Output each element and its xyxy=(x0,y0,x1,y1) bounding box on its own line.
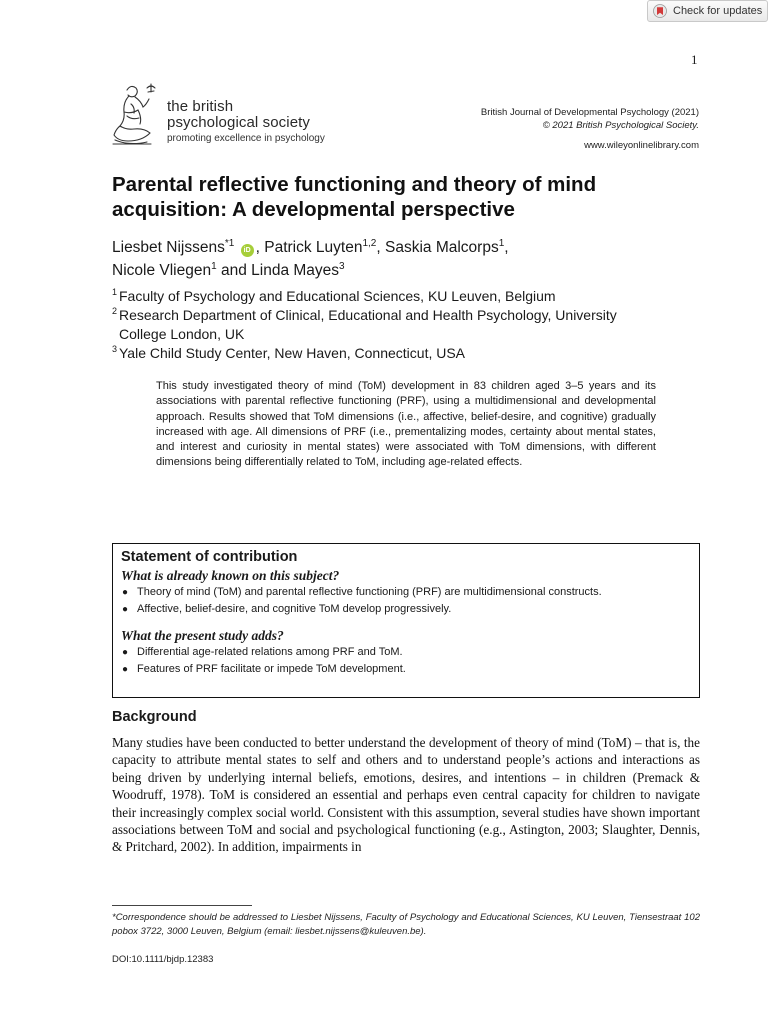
doi[interactable]: DOI:10.1111/bjdp.12383 xyxy=(112,954,214,965)
page-number: 1 xyxy=(691,52,698,67)
author-name: Saskia Malcorps xyxy=(385,239,499,256)
footnote-divider xyxy=(112,905,252,906)
logo-name-line1: the british xyxy=(167,98,234,115)
journal-info xyxy=(481,106,699,152)
bullet-icon: ● xyxy=(122,664,129,675)
check-for-updates-button[interactable] xyxy=(647,0,768,22)
affiliation-text: Faculty of Psychology and Educational Sciences, KU Leuven, Belgium xyxy=(119,288,556,304)
abstract: This study investigated theory of mind (ToM) development in 83 children aged 3–5 years and its associations with parental reflective functioning (PRF), using a multidimensional and developmental approach. Results showed that ToM dimensions (i.e., affective, belief-desire, and cognitive) gradually increased with age. All dimensions of PRF (i.e., prementalizing modes, certainty about mental states, and interest and curiosity in mental states) were associated with ToM dimensions, with different dimensions being differentially related to ToM, including age-related effects. xyxy=(156,380,656,469)
statement-heading: Statement of contribution xyxy=(121,549,298,565)
check-updates-label: Check for updates xyxy=(673,5,763,17)
article-title: Parental reflective functioning and theory of mind acquisition: A developmental perspective xyxy=(112,173,597,221)
affiliation-item xyxy=(112,344,692,363)
author-affil-mark: 1 xyxy=(498,238,505,249)
affiliations xyxy=(112,287,692,363)
society-logo xyxy=(107,80,347,152)
background-heading: Background xyxy=(112,709,197,725)
journal-copyright: © 2021 British Psychological Society. xyxy=(542,120,699,131)
author-affil-mark: 1,2 xyxy=(362,238,377,249)
correspondence-footnote: *Correspondence should be addressed to Liesbet Nijssens, Faculty of Psychology and Educational Sciences, KU Leuven, Tiensestraat 102 pobox 3722, 3000 Leuven, Belgium (email: liesbet.nijssens@kuleuven.be). xyxy=(112,912,700,937)
author-list: Liesbet Nijssens$^{*1}$ iD , Patrick Luyten$^{1,2}$, Saskia Malcorps$^1$, Nicole Vliegen$^1$ and Linda Mayes$^3$ xyxy=(112,238,509,279)
author-affil-mark: 1 xyxy=(211,261,217,272)
affiliation-mark: 1 xyxy=(112,287,118,297)
statement-of-contribution-box xyxy=(112,543,700,698)
society-figure-logo xyxy=(107,80,161,148)
logo-tagline: promoting excellence in psychology xyxy=(167,133,325,144)
affiliation-continuation: College London, UK xyxy=(119,326,245,342)
list-item-text: Theory of mind (ToM) and parental reflective functioning (PRF) are multidimensional constructs. xyxy=(137,586,602,598)
affiliation-item xyxy=(112,306,692,325)
affiliation-mark: 3 xyxy=(112,344,118,354)
list-item xyxy=(121,644,691,661)
author-affil-mark: *1 xyxy=(224,238,235,249)
affiliation-text: Yale Child Study Center, New Haven, Connecticut, USA xyxy=(119,345,466,361)
logo-name-line2: psychological society xyxy=(167,114,311,131)
list-item-text: Features of PRF facilitate or impede ToM development. xyxy=(137,663,406,675)
background-body: Many studies have been conducted to better understand the development of theory of mind (ToM) – that is, the capacity to attribute mental states to self and others and to understand people’s actions and interactions as being driven by underlying internal beliefs, emotions, desires, and intentions – in children (Premack & Woodruff, 1978). ToM is considered an essential and perhaps even central capacity for children to navigate their increasingly complex social world. Consistent with this assumption, several studies have shown important associations between ToM and social and psychological functioning (e.g., Astington, 2003; Slaughter, Dennis, & Pritchard, 2002). In addition, impairments in xyxy=(112,735,700,855)
check-updates-icon xyxy=(653,4,667,18)
affiliation-item xyxy=(112,287,692,306)
list-item xyxy=(121,601,691,618)
list-item xyxy=(121,584,691,601)
known-heading: What is already known on this subject? xyxy=(121,568,340,583)
affiliation-mark: 2 xyxy=(112,306,118,316)
author-name: Nicole Vliegen xyxy=(112,262,212,279)
author-name: Patrick Luyten xyxy=(264,239,363,256)
list-item-text: Differential age-related relations among PRF and ToM. xyxy=(137,646,403,658)
orcid-icon[interactable]: iD xyxy=(241,244,254,257)
bullet-icon: ● xyxy=(122,587,129,598)
author-affil-mark: 3 xyxy=(339,261,345,272)
list-item xyxy=(121,661,691,678)
bullet-icon: ● xyxy=(122,604,129,615)
adds-list xyxy=(121,644,691,678)
journal-url[interactable]: www.wileyonlinelibrary.com xyxy=(584,140,699,151)
author-name: Linda Mayes xyxy=(251,262,340,279)
adds-heading: What the present study adds? xyxy=(121,628,284,643)
author-name: Liesbet Nijssens xyxy=(112,239,225,256)
list-item-text: Affective, belief-desire, and cognitive ToM develop progressively. xyxy=(137,603,452,615)
journal-name: British Journal of Developmental Psychology (2021) xyxy=(480,107,699,118)
affiliation-text: Research Department of Clinical, Educational and Health Psychology, University xyxy=(119,307,617,323)
known-list xyxy=(121,584,691,618)
bullet-icon: ● xyxy=(122,647,129,658)
